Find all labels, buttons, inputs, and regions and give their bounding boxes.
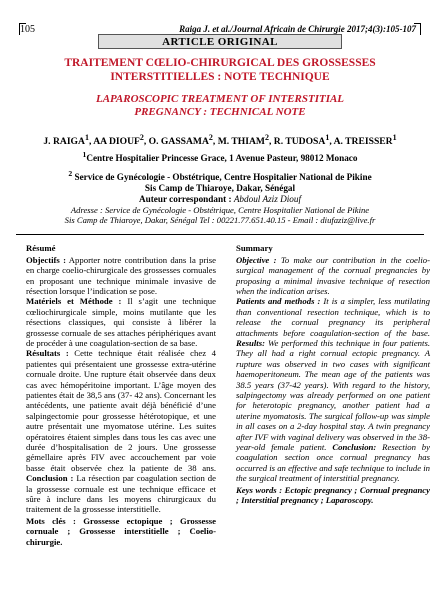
conclusion-text: La résection par coagulation section de la grossesse cornuale est une technique efficace et sûre à inclure dans les moyens chirurgicaux du traitement de la grossesse interstitielle. <box>26 473 217 515</box>
summary-objective <box>236 255 430 297</box>
resume-heading: Résumé <box>26 243 56 254</box>
affiliation-number: 1 <box>82 150 87 160</box>
summary-methods <box>236 296 430 483</box>
author-separator: , <box>143 136 149 148</box>
author: A. TREISSER <box>333 136 393 148</box>
author-affiliation-mark: 2 <box>264 133 269 142</box>
author: O. GASSAMA <box>148 136 209 148</box>
objectives-text: Apporter notre contribution dans la prise en charge coelio-chirurgicale des grossesses cornuales en proposant une technique minimale invasive de résection lorsque l’indication se pose. <box>26 254 217 296</box>
header-corner-mark-right <box>414 23 421 35</box>
author-affiliation-mark: 1 <box>84 133 89 142</box>
conclusion-label: Conclusion: <box>332 442 377 453</box>
author-affiliation-mark: 1 <box>392 133 397 142</box>
summary-heading: Summary <box>236 243 273 254</box>
results-text: Cette technique était réalisée chez 4 patientes qui présentaient une grossesse extra-utérine cornuale droite. Une rupture était observée dans deux cas avec hémopéritoine important. L’âge moyen des patientes était de 38,5 ans (37- 42 ans). Concernant les antécédents, une patiente avait déjà bénéficié d’une salpingectomie pour grossesse hétérotopique, et une autre présentait une myomatose utérine. Les suites opératoires étaient simples dans tous les cas avec une durée d’hospitalisation de 2 jours. Une grossesse gémellaire après FIV avec accouchement par voie basse était observée chez la patiente de 38 ans. <box>26 348 216 473</box>
correspondence-contact: Sis Camp de Thiaroye, Dakar, Sénégal Tel : 00221.77.651.40.15 - Email : diufaziz@live.fr <box>64 215 376 226</box>
resume-objectives <box>26 255 216 297</box>
english-title: LAPAROSCOPIC TREATMENT OF INTERSTITIAL PREGNANCY : TECHNICAL NOTE <box>95 93 345 118</box>
results-label: Résultats : <box>26 348 69 359</box>
resume-results <box>26 348 216 515</box>
methods-text: Il s’agit une technique cœliochirurgicale simple, moins mutilante que les résections classiques, qui consiste à libérer la grossesse cornuale de ses attaches périphériques avant de procéder à une coagulation-section de sa base. <box>26 296 217 348</box>
methods-label: Patients and methods : <box>236 296 321 307</box>
author-affiliation-mark: 1 <box>325 133 330 142</box>
author-affiliation-mark: 2 <box>139 133 144 142</box>
header-divider <box>16 234 424 235</box>
author: R. TUDOSA <box>273 136 326 148</box>
objective-label: Objective : <box>236 254 277 265</box>
journal-reference: Raiga J. et al./Journal Africain de Chirurgie 2017;4(3):105-107 <box>179 24 416 34</box>
affiliation-text: Service de Gynécologie - Obstétrique, Centre Hospitalier National de Pikine <box>72 172 372 183</box>
author-separator: , <box>212 136 218 148</box>
conclusion-label: Conclusion : <box>26 473 74 484</box>
resume-column <box>26 243 216 547</box>
keywords-label: Keys words : <box>236 484 283 495</box>
results-label: Results: <box>236 337 265 348</box>
author-list <box>10 132 430 148</box>
affiliation-1 <box>10 149 430 164</box>
french-title: TRAITEMENT CŒLIO-CHIRURGICAL DES GROSSESSES INTERSTITIELLES : NOTE TECHNIQUE <box>64 57 376 83</box>
author-separator: , <box>329 136 334 148</box>
conclusion-text: Resection by coagulation section once cornual pregnancy has occurred is an effective and safe technique to include in the surgical treatment of interstitial pregnancy. <box>236 442 430 484</box>
affiliation-text: Centre Hospitalier Princesse Grace, 1 Avenue Pasteur, 98012 Monaco <box>86 153 358 164</box>
resume-keywords <box>26 516 216 547</box>
author-separator: , <box>88 136 94 148</box>
author: J. RAIGA <box>43 136 85 148</box>
objectives-label: Objectifs : <box>26 254 66 265</box>
keywords-label: Mots clés : <box>26 515 76 526</box>
corresponding-author-label: Auteur correspondant : <box>138 194 234 205</box>
running-header <box>10 0 430 34</box>
resume-methods <box>26 296 216 348</box>
summary-keywords <box>236 485 430 506</box>
author: AA DIOUF <box>93 136 140 148</box>
section-label: ARTICLE ORIGINAL <box>98 34 342 49</box>
author-separator: , <box>268 136 274 148</box>
abstract-columns <box>10 243 430 547</box>
results-text: We performed this technique in four patients. They all had a right cornual ectopic pregnancy. A rupture was observed in two cases with significant haemoperitoneum. The mean age of the patients was 38.5 years (37-42 years). With regard to the history, salpingectomy was already performed on one patient for heterotopic pregnancy, another patient had a uterine myomatosis. The surgical follow-up was simple in all cases on a 2-day hospital stay. A twin pregnancy after IVF with vaginal delivery was observed in the 38-year-old female patient. <box>236 337 430 453</box>
corresponding-author <box>10 194 430 205</box>
page-number: 105 <box>20 24 35 35</box>
summary-column <box>236 243 430 547</box>
objective-text: To make our contribution in the coelio-surgical management of the cornual pregnancies by proposing a minimal invasive technique of resection when the indication arises. <box>236 254 430 296</box>
affiliation-2 <box>10 168 430 183</box>
author: M. THIAM <box>217 136 265 148</box>
keywords-text: Ectopic pregnancy ; Cornual pregnancy ; Interstitial pregnancy ; Laparoscopy. <box>236 484 430 506</box>
correspondence-address: Adresse : Service de Gynécologie - Obstétrique, Centre Hospitalier National de Pikine <box>70 205 370 216</box>
keywords-text: Grossesse ectopique ; Grossesse cornuale ; Grossesse interstitielle ; Coelio-chirurgie. <box>26 515 216 547</box>
affiliation-2-line-2: Sis Camp de Thiaroye, Dakar, Sénégal <box>144 183 296 194</box>
affiliation-number: 2 <box>68 169 73 179</box>
methods-label: Matériels et Méthode : <box>26 296 122 307</box>
corresponding-author-name: Abdoul Aziz Diouf <box>233 194 302 205</box>
author-affiliation-mark: 2 <box>208 133 213 142</box>
methods-text: It is a simpler, less mutilating than conventional resection technique, which is to release the cornual pregnancy its peripheral attachments before coagulation-section of the base. <box>236 296 430 338</box>
